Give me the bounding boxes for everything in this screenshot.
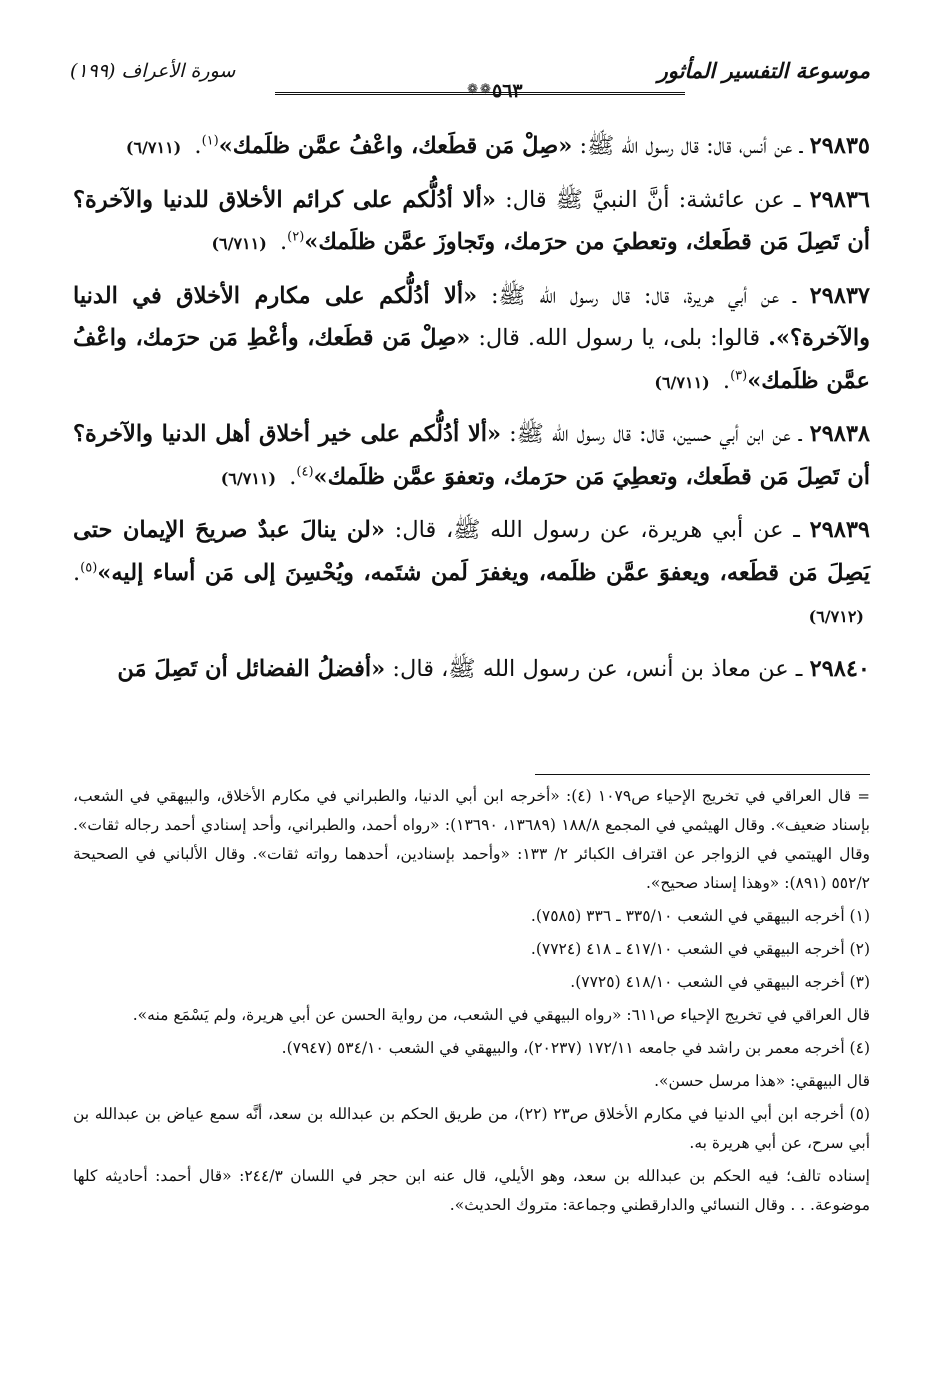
hadith-quote: «صِلْ مَن قطَعك، واعْفُ عمَّن ظلَمك» xyxy=(218,133,573,159)
footnote-marker: (٥) xyxy=(80,560,98,575)
footnote-continuation: = قال العراقي في تخريج الإحياء ص١٠٧٩ (٤): «أخرجه ابن أبي الدنيا، والطبراني في مكارم الأخلاق، والبيهقي في الشعب، بإسناد ضعيف». وقال الهيثمي في المجمع ١٨٨/٨ (١٣٦٨٩، ١٣٦٩٠): «رواه أحمد، والطبراني، وأحد إسنادي أحمد رجاله ثقات». وقال الهيتمي في الزواجر عن اقتراف الكبائر ٢/ ١٣٣: «وأحمد بإسنادين، أحدهما رواته ثقات». وقال الألباني في الصحيحة ٥٥٢/٢ (٨٩١): «وهذا إسناد صحيح». xyxy=(73,787,870,892)
hadith-end: . xyxy=(722,367,731,394)
hadith-quote: «أفضلُ الفضائل أن تَصِلَ مَن xyxy=(117,655,386,682)
hadith-entry xyxy=(73,275,870,405)
page-header xyxy=(70,58,870,102)
hadith-end: . xyxy=(279,229,288,255)
footnote: (٢) أخرجه البيهقي في الشعب ٤١٧/١٠ ـ ٤١٨ (٧٧٢٤). xyxy=(530,940,870,958)
hadith-quote: «صِلْ مَن قطَعك، وأعْطِ مَن حرَمك، واعْفُ عمَّن ظلَمك» xyxy=(73,325,870,394)
hadith-chain: ـ عن أبي هريرة، قال: قال رسول الله ﷺ: xyxy=(490,282,796,309)
hadith-entry xyxy=(73,509,870,639)
footnote: (٤) أخرجه معمر بن راشد في جامعه ١٧٢/١١ (٢٠٢٣٧)، والبيهقي في الشعب ٥٣٤/١٠ (٧٩٤٧). xyxy=(281,1039,870,1057)
hadith-chain: ـ عن أبي هريرة، عن رسول الله ﷺ، قال: xyxy=(394,517,800,543)
hadith-number: ٢٩٨٣٨ xyxy=(809,421,871,447)
ornament-icon: ❁ xyxy=(480,82,491,97)
footnote-comment: إسناده تالف؛ فيه الحكم بن عبدالله بن سعد، وهو الأيلي، قال عنه ابن حجر في اللسان ٢٤٤/٣: «قال أحمد: أحاديثه كلها موضوعة. . . وقال النسائي والدارقطني وجماعة: متروك الحديث». xyxy=(73,1167,870,1214)
page-number: ٥٦٣ xyxy=(492,80,523,102)
hadith-reference: (٦/٧١١) xyxy=(220,468,277,488)
hadith-number: ٢٩٨٤٠ xyxy=(809,655,870,682)
hadith-end: . xyxy=(73,559,81,586)
footnote-marker: (٢) xyxy=(287,229,305,245)
header-rule-left xyxy=(275,92,505,95)
hadith-number: ٢٩٨٣٩ xyxy=(809,517,871,543)
footnote-separator xyxy=(535,774,870,775)
hadith-entry xyxy=(73,179,870,266)
footnote: (٥) أخرجه ابن أبي الدنيا في مكارم الأخلاق ص٢٣ (٢٢)، من طريق الحكم بن عبدالله بن سعد، أنَّه سمع عياض بن عبدالله بن أبي سرح، عن أبي هريرة به. xyxy=(73,1105,870,1152)
surah-title: سورة الأعراف (١٩٩) xyxy=(70,60,236,82)
continuation-mark: = xyxy=(857,787,870,805)
hadith-quote: «ألا أدُلُّكم على خير أخلاق أهل الدنيا والآخرة؟ أن تَصِلَ مَن قطَعك، وتعطِيَ مَن حرَمك، وتعفوَ عمَّن ظلَمك» xyxy=(73,421,870,490)
hadith-quote: «ألا أدُلُّكم على كرائم الأخلاق للدنيا والآخرة؟ أن تَصِلَ مَن قطَعك، وتعطيَ من حرَمك، وتَجاوزَ عمَّن ظلَمك» xyxy=(73,186,870,255)
hadith-chain: ـ عن عائشة: أنَّ النبيَّ ﷺ قال: xyxy=(505,186,801,213)
footnote: (٣) أخرجه البيهقي في الشعب ٤١٨/١٠ (٧٧٢٥). xyxy=(570,973,870,991)
hadith-number: ٢٩٨٣٥ xyxy=(809,133,870,159)
footnote-marker: (٤) xyxy=(296,464,314,479)
hadith-reference: (٦/٧١٢) xyxy=(808,607,864,626)
footnote-marker: (٣) xyxy=(730,368,748,383)
footnote-marker: (١) xyxy=(201,133,219,149)
hadith-end: . xyxy=(194,133,202,159)
hadith-dialogue: قالوا: بلى، يا رسول الله. قال: xyxy=(478,325,761,351)
hadith-chain: ـ عن ابن أبي حسين، قال: قال رسول الله ﷺ: xyxy=(509,421,802,447)
footnote-comment: قال البيهقي: «هذا مرسل حسن». xyxy=(654,1072,870,1090)
hadith-reference: (٦/٧١١) xyxy=(211,234,267,253)
hadith-list xyxy=(73,125,870,699)
hadith-end: . xyxy=(289,463,297,490)
hadith-chain: ـ عن أنس، قال: قال رسول الله ﷺ: xyxy=(579,133,803,159)
hadith-entry xyxy=(73,125,870,170)
footnote: (١) أخرجه البيهقي في الشعب ٣٣٥/١٠ ـ ٣٣٦ (٧٥٨٥). xyxy=(530,907,870,925)
hadith-quote: «ألا أدُلُّكم على مكارم الأخلاق في الدنيا والآخرة؟». xyxy=(73,282,871,351)
hadith-chain: ـ عن معاذ بن أنس، عن رسول الله ﷺ، قال: xyxy=(392,655,803,682)
hadith-reference: (٦/٧١١) xyxy=(125,138,182,157)
hadith-quote: «لن ينالَ عبدٌ صريحَ الإيمان حتى يَصِلَ مَن قطَعه، ويعفوَ عمَّن ظلَمه، ويغفرَ لَمن شتَمه، ويُحْسِنَ إلى مَن أساء إليه» xyxy=(73,517,870,586)
hadith-number: ٢٩٨٣٦ xyxy=(809,186,871,213)
hadith-entry xyxy=(73,413,870,500)
ornament-icon: ❁ xyxy=(467,82,478,97)
hadith-number: ٢٩٨٣٧ xyxy=(809,282,870,309)
book-title: موسوعة التفسير المأثور xyxy=(657,58,870,83)
hadith-reference: (٦/٧١١) xyxy=(654,372,710,392)
footnote-comment: قال العراقي في تخريج الإحياء ص٦١١: «رواه البيهقي في الشعب، من رواية الحسن عن أبي هريرة، ولم يَسْمَع منه». xyxy=(132,1006,870,1024)
footnotes xyxy=(73,782,870,1224)
hadith-entry xyxy=(73,648,870,691)
